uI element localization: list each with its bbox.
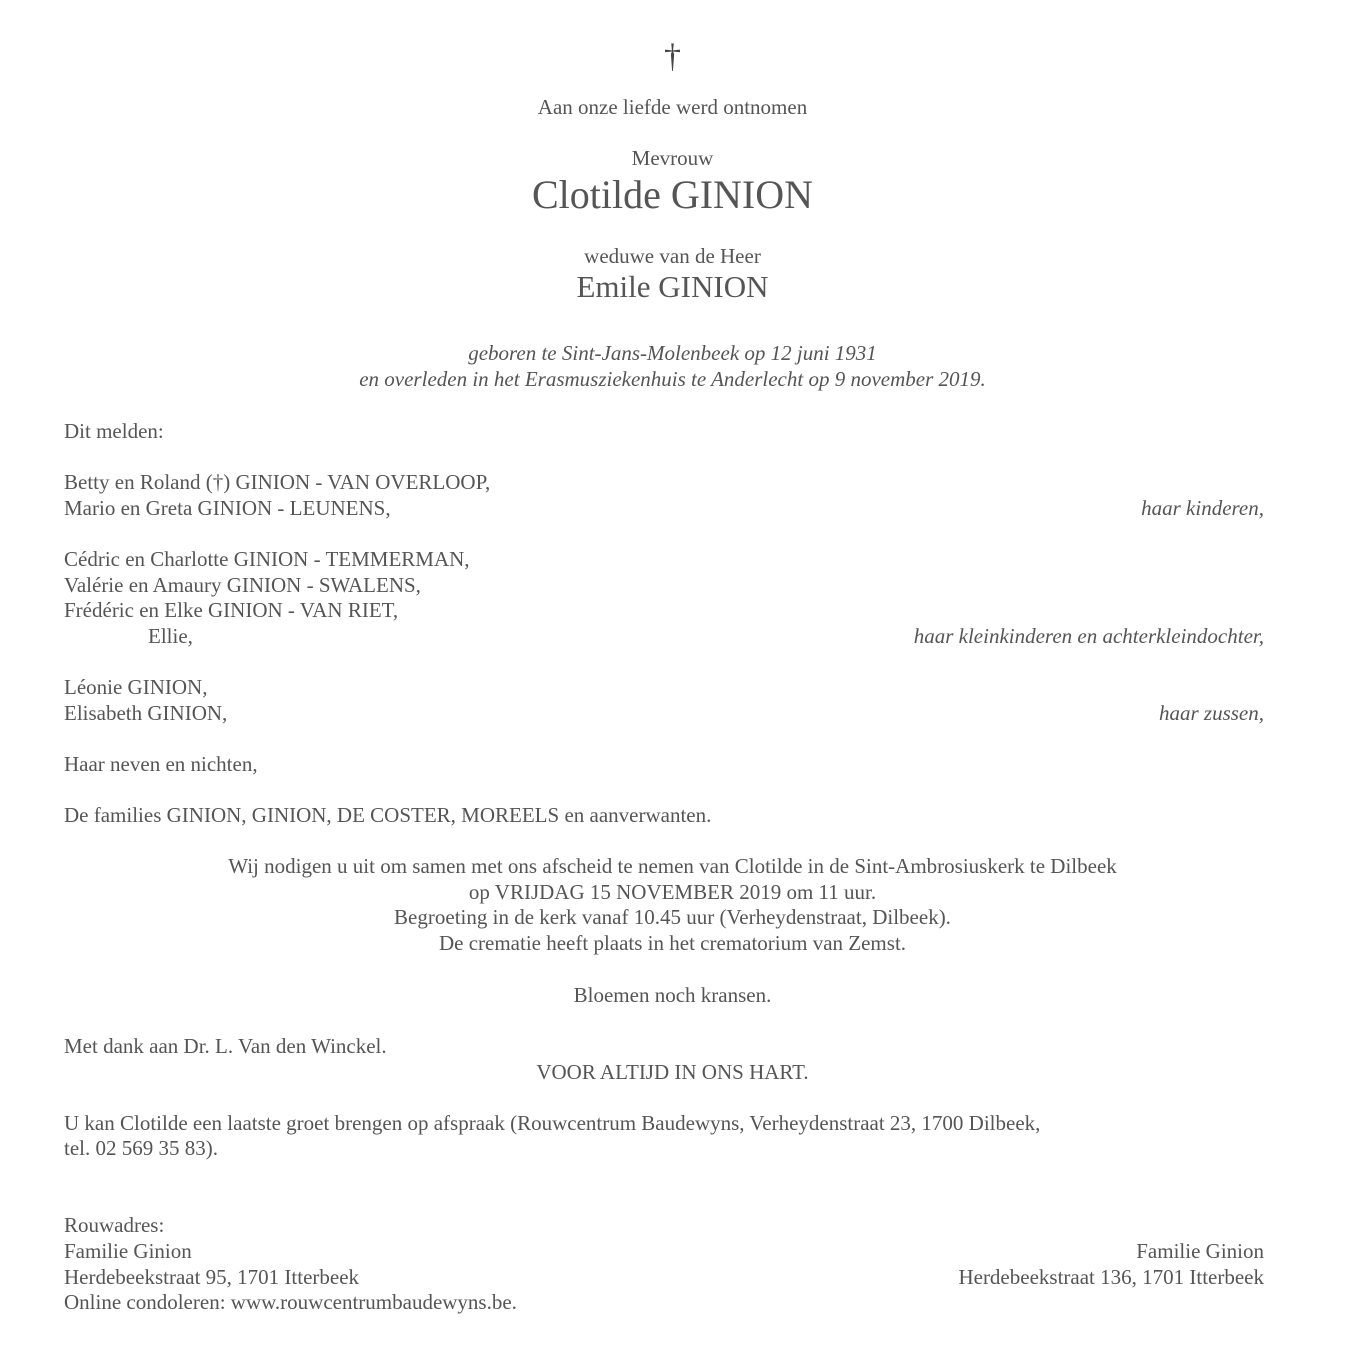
grandchild-line: Cédric en Charlotte GINION - TEMMERMAN,: [64, 547, 470, 571]
grandchildren-role: haar kleinkinderen en achterkleindochter,: [913, 624, 1264, 648]
child-line: Mario en Greta GINION - LEUNENS,: [64, 496, 391, 520]
children-role: haar kinderen,: [1141, 496, 1264, 520]
online-condolence-link: Online condoleren: www.rouwcentrumbaudewyns.be.: [64, 1290, 517, 1314]
cousins-line: Haar neven en nichten,: [64, 752, 258, 776]
death-line: en overleden in het Erasmusziekenhuis te Anderlecht op 9 november 2019.: [359, 367, 986, 391]
ceremony-line: Begroeting in de kerk vanaf 10.45 uur (Verheydenstraat, Dilbeek).: [394, 905, 951, 929]
visit-line: U kan Clotilde een laatste groet brengen op afspraak (Rouwcentrum Baudewyns, Verheydenstraat 23, 1700 Dilbeek,: [64, 1111, 1041, 1135]
birth-line: geboren te Sint-Jans-Molenbeek op 12 juni 1931: [468, 341, 877, 365]
address-label: Rouwadres:: [64, 1213, 165, 1237]
ceremony-line: De crematie heeft plaats in het crematorium van Zemst.: [438, 931, 907, 955]
sisters-role: haar zussen,: [1158, 701, 1264, 725]
grandchild-line: Valérie en Amaury GINION - SWALENS,: [64, 573, 421, 597]
cross-icon: †: [664, 38, 681, 75]
address-left-street: Herdebeekstraat 95, 1701 Itterbeek: [64, 1265, 360, 1289]
deceased-name: Clotilde GINION: [531, 172, 814, 217]
intro-text: Aan onze liefde werd ontnomen: [537, 95, 808, 119]
great-grandchild: Ellie,: [148, 624, 193, 648]
ceremony-line: Wij nodigen u uit om samen met ons afscheid te nemen van Clotilde in de Sint-Ambrosiuskerk te Dilbeek: [228, 854, 1117, 878]
motto-line: VOOR ALTIJD IN ONS HART.: [536, 1060, 809, 1084]
ceremony-line: op VRIJDAG 15 NOVEMBER 2019 om 11 uur.: [468, 880, 877, 904]
title-prefix: Mevrouw: [631, 146, 714, 170]
child-line: Betty en Roland (†) GINION - VAN OVERLOOP,: [64, 470, 491, 494]
sister-line: Elisabeth GINION,: [64, 701, 228, 725]
relation-text: weduwe van de Heer: [584, 244, 761, 268]
address-right-street: Herdebeekstraat 136, 1701 Itterbeek: [958, 1265, 1264, 1289]
flowers-line: Bloemen noch kransen.: [573, 983, 772, 1007]
spouse-name: Emile GINION: [576, 269, 769, 304]
address-left-name: Familie Ginion: [64, 1239, 192, 1263]
announce-intro: Dit melden:: [64, 419, 164, 443]
address-right-name: Familie Ginion: [1136, 1239, 1264, 1263]
visit-line: tel. 02 569 35 83).: [64, 1136, 218, 1160]
sister-line: Léonie GINION,: [64, 675, 208, 699]
grandchild-line: Frédéric en Elke GINION - VAN RIET,: [64, 598, 399, 622]
thanks-line: Met dank aan Dr. L. Van den Winckel.: [64, 1034, 387, 1058]
families-line: De families GINION, GINION, DE COSTER, MOREELS en aanverwanten.: [64, 803, 712, 827]
